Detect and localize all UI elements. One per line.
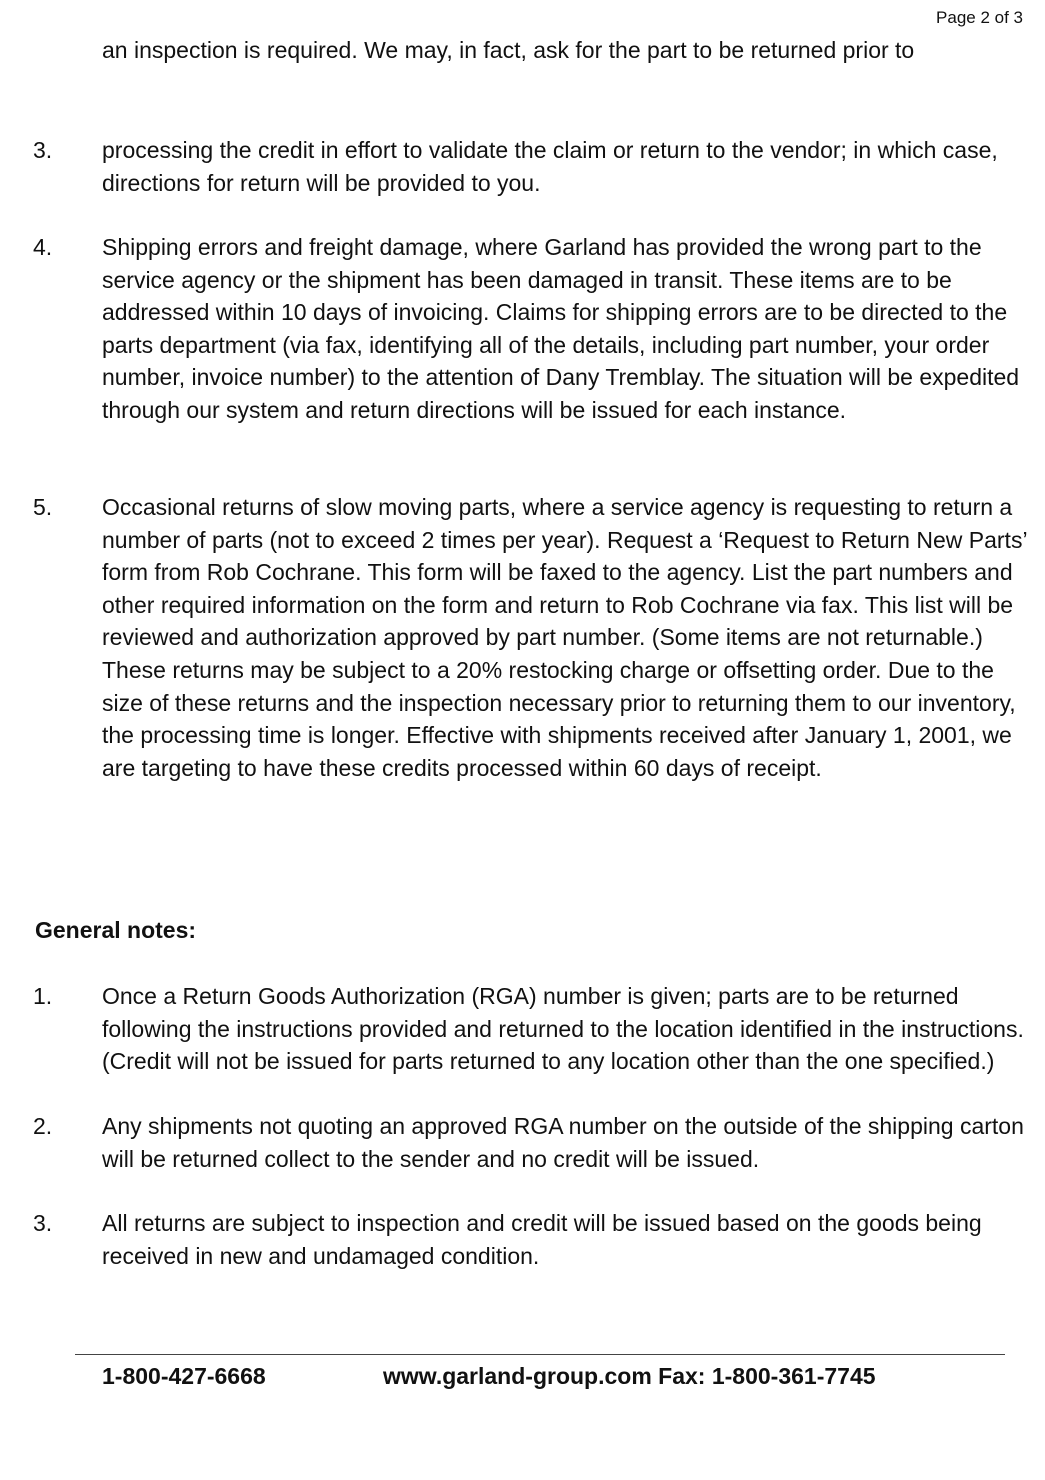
note-number: 3. <box>33 1210 53 1236</box>
item-text: Shipping errors and freight damage, where Garland has provided the wrong part to the service agency or the shipment has been damaged in transit. These items are to be addressed within 10 days of invoicing. Claims for shipping errors are to be directed to the parts department (via fax, identifying all of the details, including part number, your order number, invoice number) to the attention of Dany Tremblay. The situation will be expedited through our system and return directions will be issued for each instance. <box>102 234 1020 423</box>
note-text: Any shipments not quoting an approved RGA number on the outside of the shipping carton will be returned collect to the sender and no credit will be issued. <box>102 1113 1024 1172</box>
note-text: All returns are subject to inspection and credit will be issued based on the goods being received in new and undamaged condition. <box>102 1210 982 1269</box>
note-number: 1. <box>33 983 53 1009</box>
item-number: 4. <box>33 234 53 260</box>
general-notes-heading: General notes: <box>35 917 197 943</box>
page-number: Page 2 of 3 <box>936 8 1023 27</box>
footer-website-fax: www.garland-group.com Fax: 1-800-361-7745 <box>383 1363 876 1389</box>
footer-phone: 1-800-427-6668 <box>102 1363 266 1389</box>
note-number: 2. <box>33 1113 53 1139</box>
footer-divider <box>75 1354 1005 1355</box>
note-text: Once a Return Goods Authorization (RGA) number is given; parts are to be returned following the instructions provided and returned to the location identified in the instructions. (Credit will not be issued for parts returned to any location other than the one specified.) <box>102 983 1024 1075</box>
continuation-text: an inspection is required. We may, in fact, ask for the part to be returned prior to <box>102 37 915 63</box>
item-text: Occasional returns of slow moving parts, where a service agency is requesting to return a number of parts (not to exceed 2 times per year). Request a ‘Request to Return New Parts’ form from Rob Cochrane. This form will be faxed to the agency. List the part numbers and other required information on the form and return to Rob Cochrane via fax. This list will be reviewed and authorization approved by part number. (Some items are not returnable.) These returns may be subject to a 20% restocking charge or offsetting order. Due to the size of these returns and the inspection necessary prior to returning them to our inventory, the processing time is longer. Effective with shipments received after January 1, 2001, we are targeting to have these credits processed within 60 days of receipt. <box>102 494 1027 781</box>
item-number: 5. <box>33 494 53 520</box>
item-number: 3. <box>33 137 53 163</box>
item-text: processing the credit in effort to validate the claim or return to the vendor; in which case, directions for return will be provided to you. <box>102 137 998 196</box>
